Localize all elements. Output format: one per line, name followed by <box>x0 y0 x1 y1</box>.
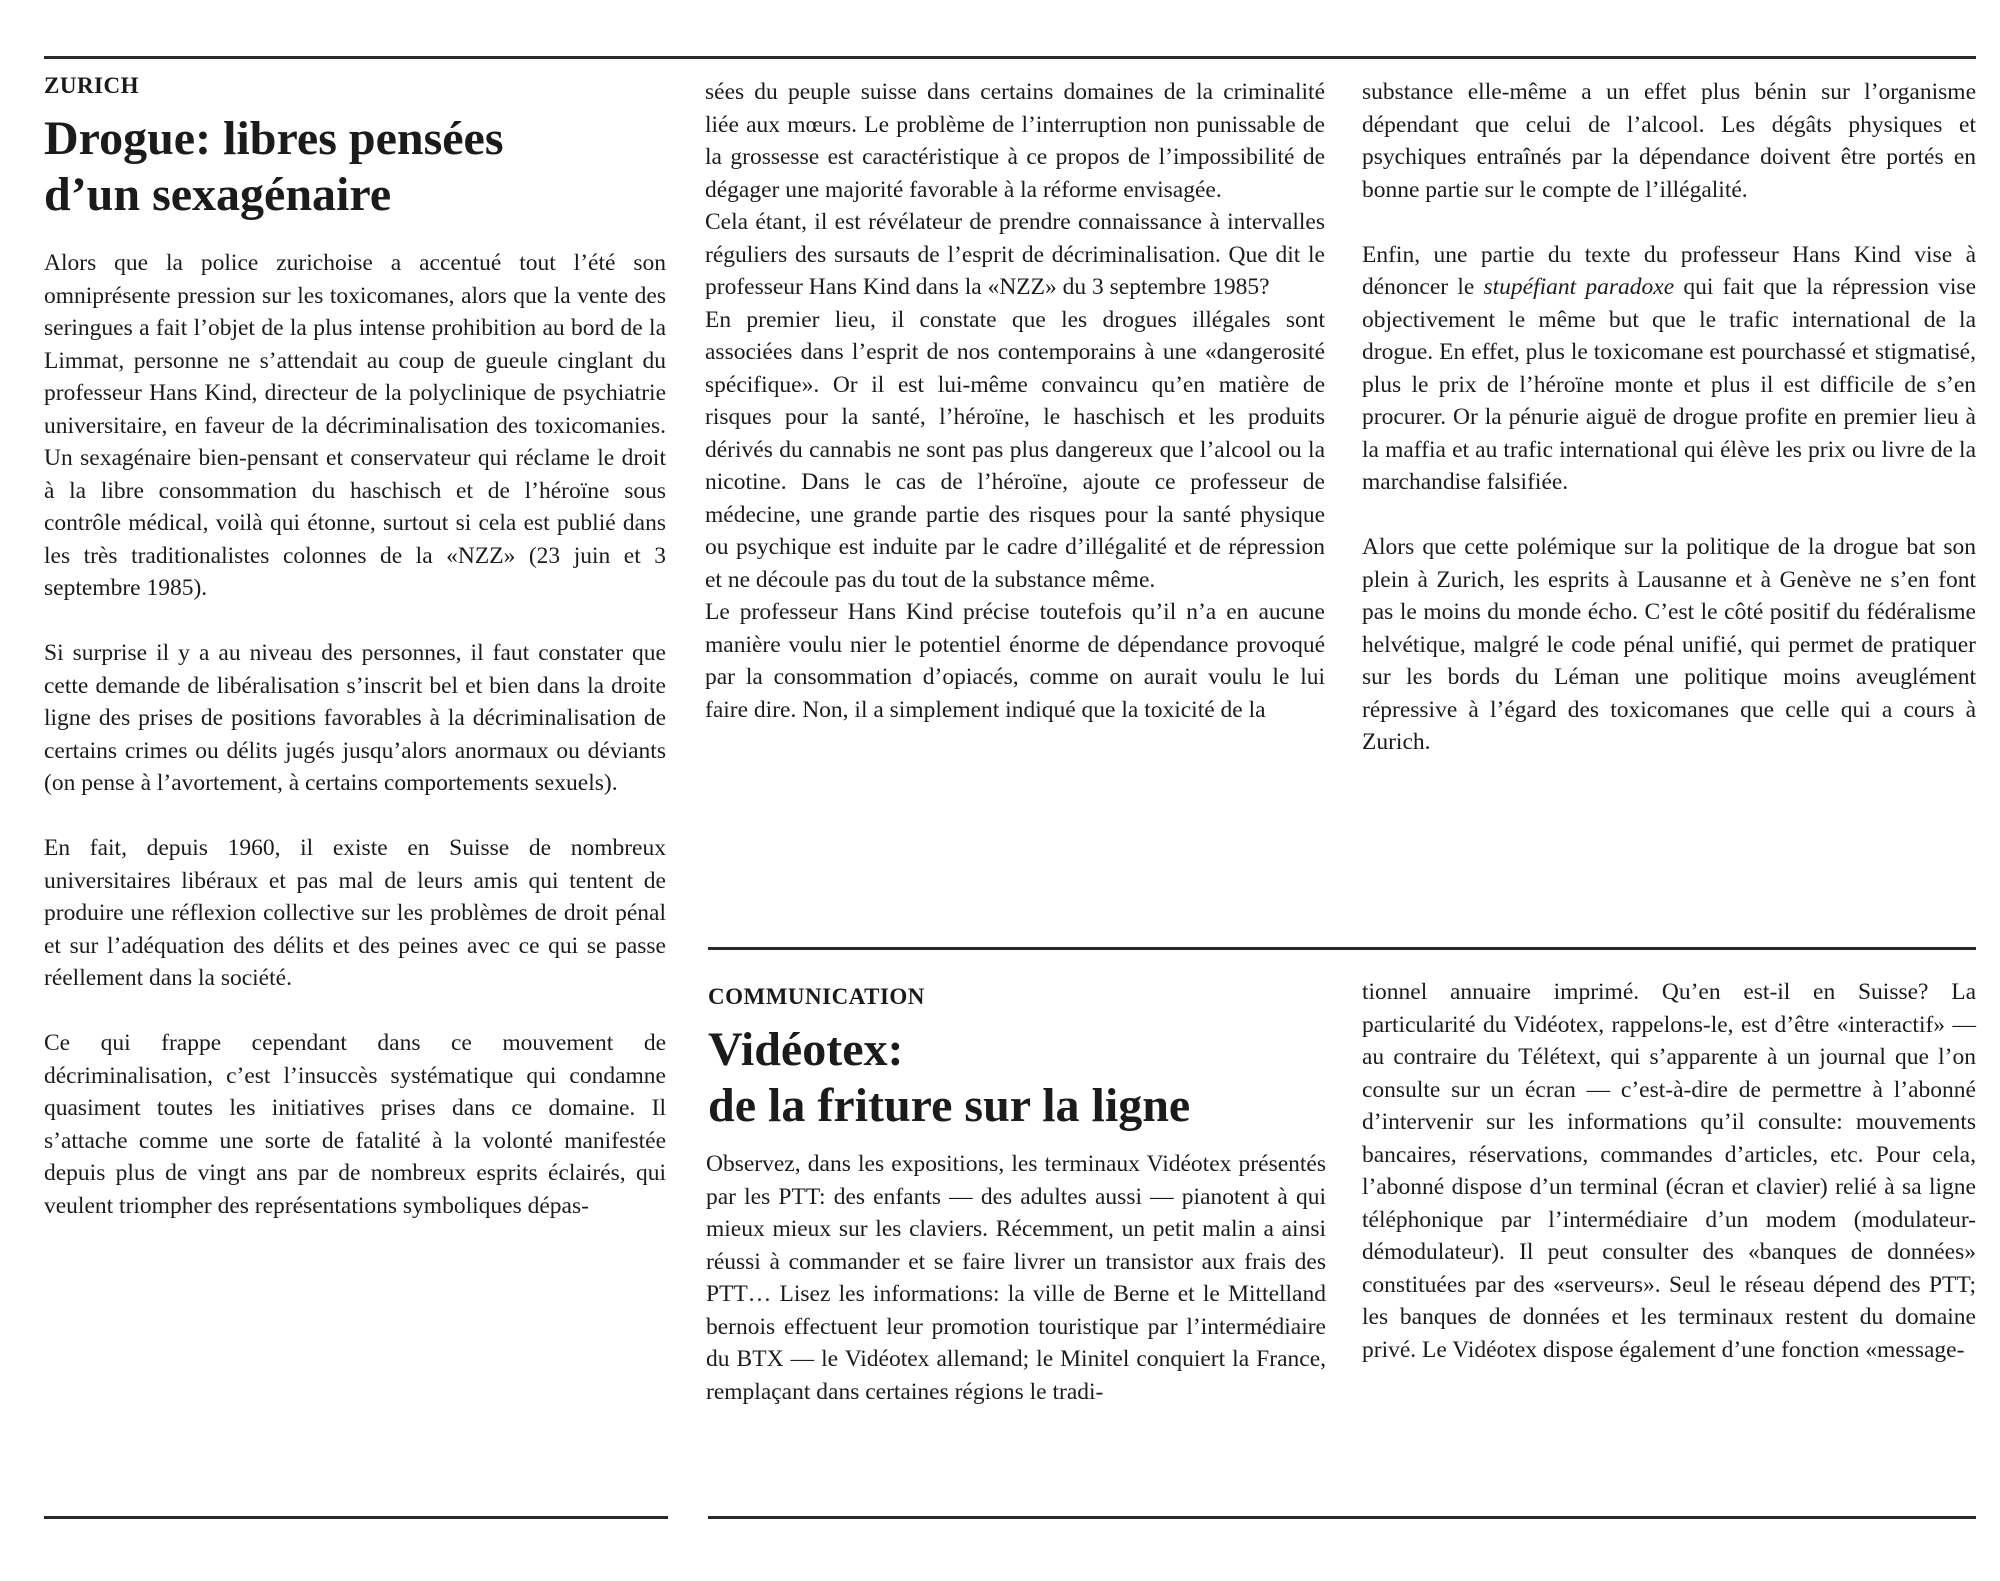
paragraph: Le professeur Hans Kind précise toutefois qu’il n’a en aucune manière voulu nier le potentiel énorme de dépendance provoqué par la consommation d’opiacés, comme on aurait voulu le lui faire dire. Non, il a simplement indiqué que la toxicité de la <box>705 599 1325 723</box>
paragraph: sées du peuple suisse dans certains domaines de la criminalité liée aux mœurs. Le problème de l’interruption non punissable de la grossesse est caractéristique à ce propos de l’impossibilité de dégager une majorité favorable à la réforme envisagée. <box>705 79 1325 203</box>
paragraph: substance elle-même a un effet plus bénin sur l’organisme dépendant que celui de l’alcool. Les dégâts physiques et psychiques entraînés par la dépendance doivent être portés en bonne partie sur le compte de l’illégalité. <box>1362 79 1976 203</box>
article-videotex-body-col1 <box>706 1148 1326 1408</box>
article-videotex-header <box>708 985 1328 1134</box>
article-zurich-body-col2 <box>705 76 1325 726</box>
paragraph: En premier lieu, il constate que les drogues illégales sont associées dans l’esprit de nos contemporains à une «dangerosité spécifique». Or il est lui-même convaincu qu’en matière de risques pour la santé, l’héroïne, le haschisch et les produits dérivés du cannabis ne sont pas plus dangereux que l’alcool ou la nicotine. Dans le cas de l’héroïne, ajoute ce professeur de médecine, une grande partie des risques pour la santé physique ou psychique est induite par le cadre d’illégalité et de répression et ne découle pas du tout de la substance même. <box>705 306 1325 593</box>
bottom-rule-right <box>708 1516 1976 1519</box>
article-videotex-headline <box>708 1022 1328 1134</box>
paragraph: Cela étant, il est révélateur de prendre connaissance à intervalles réguliers des sursauts de l’esprit de décriminalisation. Que dit le professeur Hans Kind dans la «NZZ» du 3 septembre 1985? <box>705 209 1325 300</box>
article-zurich-headline <box>44 111 666 223</box>
paragraph: Alors que la police zurichoise a accentué tout l’été son omniprésente pression sur les toxicomanes, alors que la vente des seringues a fait l’objet de la plus intense prohibition au bord de la Limmat, personne ne s’attendait au coup de gueule cinglant du professeur Hans Kind, directeur de la polyclinique de psychiatrie universitaire, en faveur de la décriminalisation des toxicomanies. Un sexagénaire bien-pensant et conservateur qui réclame le droit à la libre consommation du haschisch et de l’héroïne sous contrôle médical, voilà qui étonne, surtout si cela est publié dans les très traditionalistes colonnes de la «NZZ» (23 juin et 3 septembre 1985). <box>44 250 666 601</box>
paragraph: Alors que cette polémique sur la politique de la drogue bat son plein à Zurich, les esprits à Lausanne et à Genève ne s’en font pas le moins du monde écho. C’est le côté positif du fédéralisme helvétique, malgré le code pénal unifié, qui permet de pratiquer sur les bords du Léman une politique moins aveuglément répressive à l’égard des toxicomanes que celle qui a cours à Zurich. <box>1362 534 1976 755</box>
paragraph-paradox: Enfin, une partie du texte du professeur Hans Kind vise à dénoncer le stupéfiant paradoxe qui fait que la répression vise objectivement le même but que le trafic international de la drogue. En effet, plus le toxicomane est pourchassé et stigmatisé, plus le prix de l’héroïne monte et plus il est difficile de s’en procurer. Or la pénurie aiguë de drogue profite en premier lieu à la maffia et au trafic international qui élève les prix ou livre de la marchandise falsifiée. <box>1362 241 1977 495</box>
article-videotex-kicker: COMMUNICATION <box>708 984 925 1009</box>
paragraph: tionnel annuaire imprimé. Qu’en est-il en Suisse? La particularité du Vidéotex, rappelons-le, est d’être «interactif» — au contraire du Télétext, qui s’apparente à un journal que l’on consulte sur un écran — c’est-à-dire de permettre à l’abonné d’intervenir sur les informations qu’il consulte: mouvements bancaires, réservations, commandes d’articles, etc. Pour cela, l’abonné dispose d’un terminal (écran et clavier) relié à sa ligne téléphonique par l’intermédiaire d’un modem (modulateur-démodulateur). Il peut consulter des «banques de données» constituées par des «serveurs». Seul le réseau dépend des PTT; les banques de données et les terminaux restent du domaine privé. Le Vidéotex dispose également d’une fonction «message- <box>1362 979 1976 1363</box>
headline-line-2: de la friture sur la ligne <box>708 1079 1191 1132</box>
paragraph: Ce qui frappe cependant dans ce mouvement de décriminalisation, c’est l’insuccès systématique qui condamne quasiment toutes les initiatives prises dans ce domaine. Il s’attache comme une sorte de fatalité à la volonté manifestée depuis plus de vingt ans par de nombreux esprits éclairés, qui veulent triompher des représentations symboliques dépas- <box>44 1030 666 1219</box>
article-zurich-kicker: ZURICH <box>44 73 140 98</box>
section-divider-rule <box>708 947 1976 950</box>
headline-line-2: d’un sexagénaire <box>44 168 392 221</box>
bottom-rule-left <box>44 1516 668 1519</box>
paragraph: Si surprise il y a au niveau des personnes, il faut constater que cette demande de libéralisation s’inscrit bel et bien dans la droite ligne des prises de positions favorables à la décriminalisation de certains crimes ou délits jugés jusqu’alors anormaux ou déviants (on pense à l’avortement, à certains comportements sexuels). <box>44 640 666 796</box>
article-zurich-column-1 <box>44 74 666 1222</box>
paragraph: Observez, dans les expositions, les terminaux Vidéotex présentés par les PTT: des enfants — des adultes aussi — pianotent à qui mieux mieux sur les claviers. Récemment, un petit malin a ainsi réussi à commander et se faire livrer un transistor aux frais des PTT… Lisez les informations: la ville de Berne et le Mittelland bernois effectuent leur promotion touristique par l’intermédiaire du BTX — le Vidéotex allemand; le Minitel conquiert la France, remplaçant dans certaines régions le tradi- <box>706 1151 1326 1405</box>
article-zurich-body-col1 <box>44 247 666 1222</box>
article-zurich-body-col3 <box>1362 76 1976 759</box>
top-rule <box>44 56 1976 59</box>
article-videotex-body-col2 <box>1362 976 1976 1366</box>
headline-line-1: Vidéotex: <box>708 1023 904 1076</box>
emphasis-stupefiant-paradoxe: stupéfiant paradoxe <box>1483 274 1675 300</box>
paragraph: En fait, depuis 1960, il existe en Suisse de nombreux universitaires libéraux et pas mal de leurs amis qui tentent de produire une réflexion collective sur les problèmes de droit pénal et sur l’adéquation des délits et des peines avec ce qui se passe réellement dans la société. <box>44 835 666 991</box>
headline-line-1: Drogue: libres pensées <box>44 112 504 165</box>
